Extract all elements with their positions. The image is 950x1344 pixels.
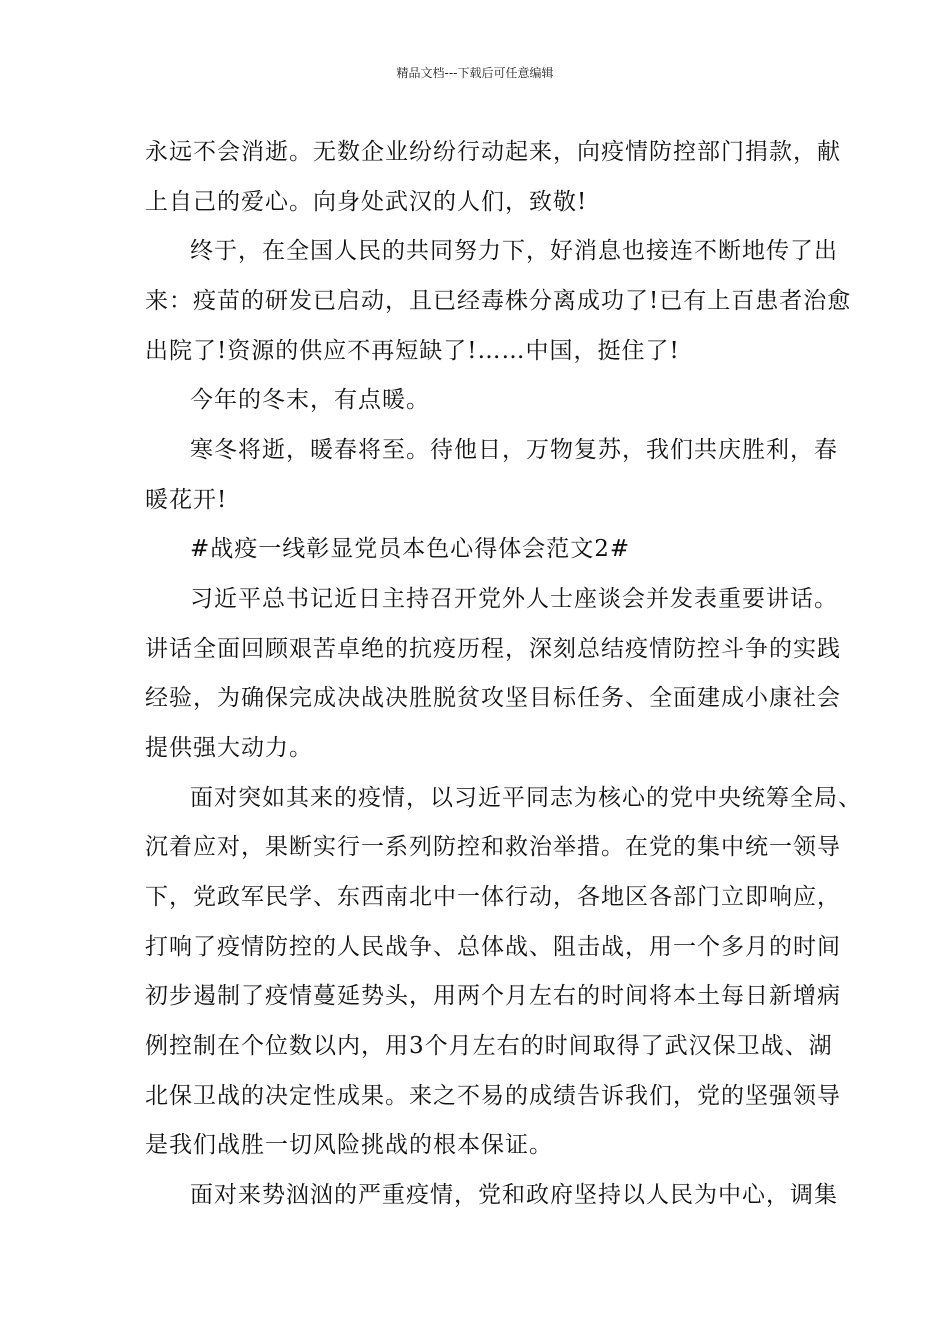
text-line: 暖花开! <box>145 487 228 513</box>
text-line: 今年的冬末，有点暖。 <box>190 387 430 413</box>
text-line: 终于，在全国人民的共同努力下，好消息也接连不断地传了出 <box>190 238 838 264</box>
text-line: 寒冬将逝，暖春将至。待他日，万物复苏，我们共庆胜利，春 <box>190 437 838 463</box>
text-line: 永远不会消逝。无数企业纷纷行动起来，向疫情防控部门捐款，献 <box>145 139 841 165</box>
text-line: 例控制在个位数以内，用3个月左右的时间取得了武汉保卫战、湖 <box>145 1033 833 1059</box>
text-line: 是我们战胜一切风险挑战的根本保证。 <box>145 1132 553 1158</box>
text-line: 经验，为确保完成决战决胜脱贫攻坚目标任务、全面建成小康社会 <box>145 685 841 711</box>
text-line: 出院了!资源的供应不再短缺了!……中国，挺住了! <box>145 338 680 364</box>
text-line: 上自己的爱心。向身处武汉的人们，致敬! <box>145 189 588 215</box>
text-line: 讲话全面回顾艰苦卓绝的抗疫历程，深刻总结疫情防控斗争的实践 <box>145 636 841 662</box>
text-line: 沉着应对，果断实行一系列防控和救治举措。在党的集中统一领导 <box>145 834 841 860</box>
section-heading: #战疫一线彰显党员本色心得体会范文2# <box>190 536 631 562</box>
text-line: 北保卫战的决定性成果。来之不易的成绩告诉我们，党的坚强领导 <box>145 1083 841 1109</box>
text-line: 打响了疫情防控的人民战争、总体战、阻击战，用一个多月的时间 <box>145 934 841 960</box>
text-line: 提供强大动力。 <box>145 735 313 761</box>
text-line: 习近平总书记近日主持召开党外人士座谈会并发表重要讲话。 <box>190 586 838 612</box>
page-header: 精品文档---下载后可任意编辑 <box>396 66 554 80</box>
text-line: 面对来势汹汹的严重疫情，党和政府坚持以人民为中心，调集 <box>190 1182 838 1208</box>
text-line: 面对突如其来的疫情，以习近平同志为核心的党中央统筹全局、 <box>190 785 862 811</box>
text-line: 来：疫苗的研发已启动，且已经毒株分离成功了!已有上百患者治愈 <box>145 288 852 314</box>
text-line: 初步遏制了疫情蔓延势头，用两个月左右的时间将本土每日新增病 <box>145 983 841 1009</box>
text-line: 下，党政军民学、东西南北中一体行动，各地区各部门立即响应， <box>145 884 841 910</box>
